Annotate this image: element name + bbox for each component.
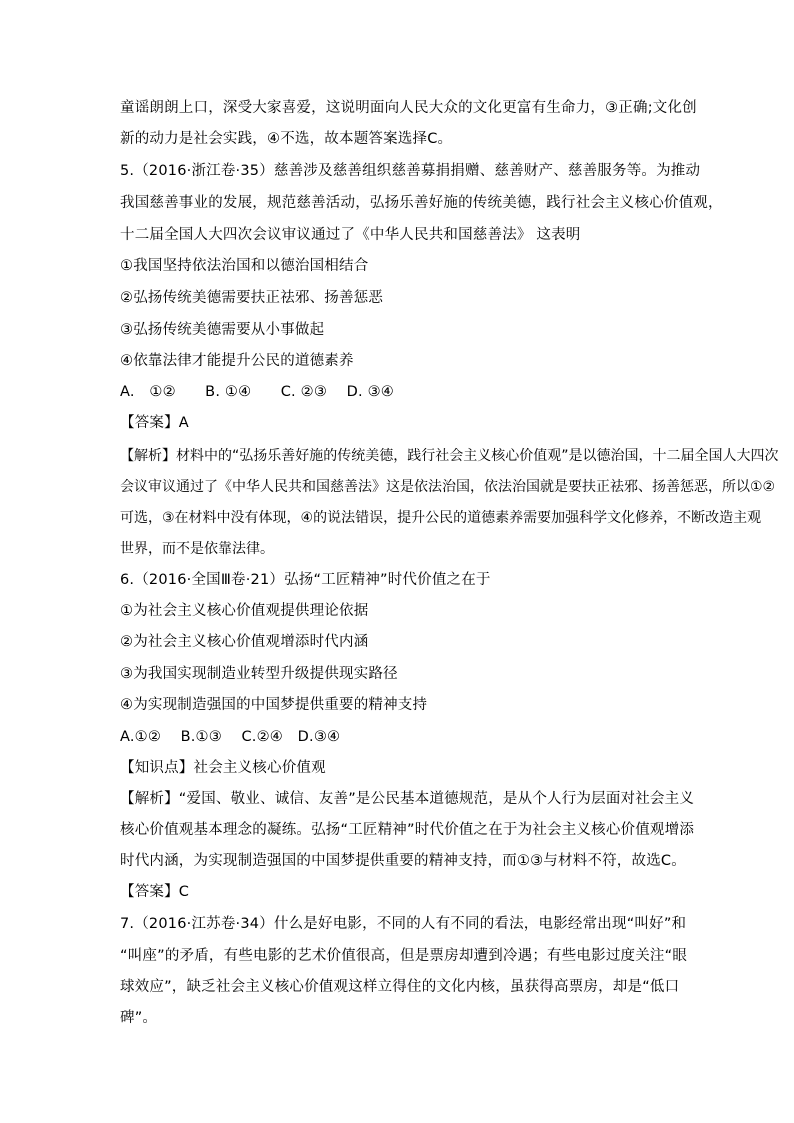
question-7-stem: 7.（2016·江苏卷·34）什么是好电影，不同的人有不同的看法，电影经常出现“叫好”和 <box>120 916 687 932</box>
text-line: 新的动力是社会实践，④不选，故本题答案选择C。 <box>120 131 453 147</box>
option-item: ①为社会主义核心价值观提供理论依据 <box>120 603 369 619</box>
analysis-text: 核心价值观基本理念的凝练。弘扬“工匠精神”时代价值之在于为社会主义核心价值观增添 <box>120 822 695 838</box>
option-item: ②弘扬传统美德需要扶正祛邪、扬善惩恶 <box>120 290 384 306</box>
text-line: 童谣朗朗上口，深受大家喜爱，这说明面向人民大众的文化更富有生命力，③正确;文化创 <box>120 100 697 116</box>
answer-label: 【答案】A <box>120 415 189 431</box>
knowledge-point: 【知识点】社会主义核心价值观 <box>120 760 326 776</box>
option-item: ②为社会主义核心价值观增添时代内涵 <box>120 634 369 650</box>
question-5-stem: 5.（2016·浙江卷·35）慈善涉及慈善组织慈善募捐捐赠、慈善财产、慈善服务等。为推动 <box>120 163 701 179</box>
text-line: 我国慈善事业的发展，规范慈善活动，弘扬乐善好施的传统美德，践行社会主义核心价值观， <box>120 195 723 211</box>
text-line: 碑”。 <box>120 1010 158 1026</box>
text-line: 球效应”，缺乏社会主义核心价值观这样立得住的文化内核，虽获得高票房，却是“低口 <box>120 979 680 995</box>
analysis-text: 世界，而不是依靠法律。 <box>120 541 274 557</box>
answer-label: 【答案】C <box>120 884 190 900</box>
option-item: ④依靠法律才能提升公民的道德素养 <box>120 353 354 369</box>
option-item: ④为实现制造强国的中国梦提供重要的精神支持 <box>120 697 428 713</box>
text-line: 十二届全国人大四次会议审议通过了《中华人民共和国慈善法》 这表明 <box>120 227 581 243</box>
analysis-text: 时代内涵，为实现制造强国的中国梦提供重要的精神支持，而①③与材料不符，故选C。 <box>120 853 686 869</box>
answer-choices: A. ①② B. ①④ C. ②③ D. ③④ <box>120 384 394 400</box>
text-line: “叫座”的矛盾，有些电影的艺术价值很高，但是票房却遭到冷遇；有些电影过度关注“眼 <box>120 948 688 964</box>
option-item: ③弘扬传统美德需要从小事做起 <box>120 322 325 338</box>
analysis-text: 【解析】“爱国、敬业、诚信、友善”是公民基本道德规范，是从个人行为层面对社会主义 <box>120 791 695 807</box>
answer-choices: A.①② B.①③ C.②④ D.③④ <box>120 729 341 745</box>
analysis-text: 可选，③在材料中没有体现，④的说法错误，提升公民的道德素养需要加强科学文化修养，不断改造主观 <box>120 510 762 526</box>
analysis-text: 会议审议通过了《中华人民共和国慈善法》这是依法治国，依法治国就是要扶正祛邪、扬善惩恶，所以①② <box>120 479 776 495</box>
question-6-stem: 6.（2016·全国Ⅲ卷·21）弘扬“工匠精神”时代价值之在于 <box>120 572 491 588</box>
option-item: ①我国坚持依法治国和以德治国相结合 <box>120 258 369 274</box>
analysis-text: 【解析】材料中的“弘扬乐善好施的传统美德，践行社会主义核心价值观”是以德治国，十二届全国人大四次 <box>120 448 779 464</box>
option-item: ③为我国实现制造业转型升级提供现实路径 <box>120 666 398 682</box>
